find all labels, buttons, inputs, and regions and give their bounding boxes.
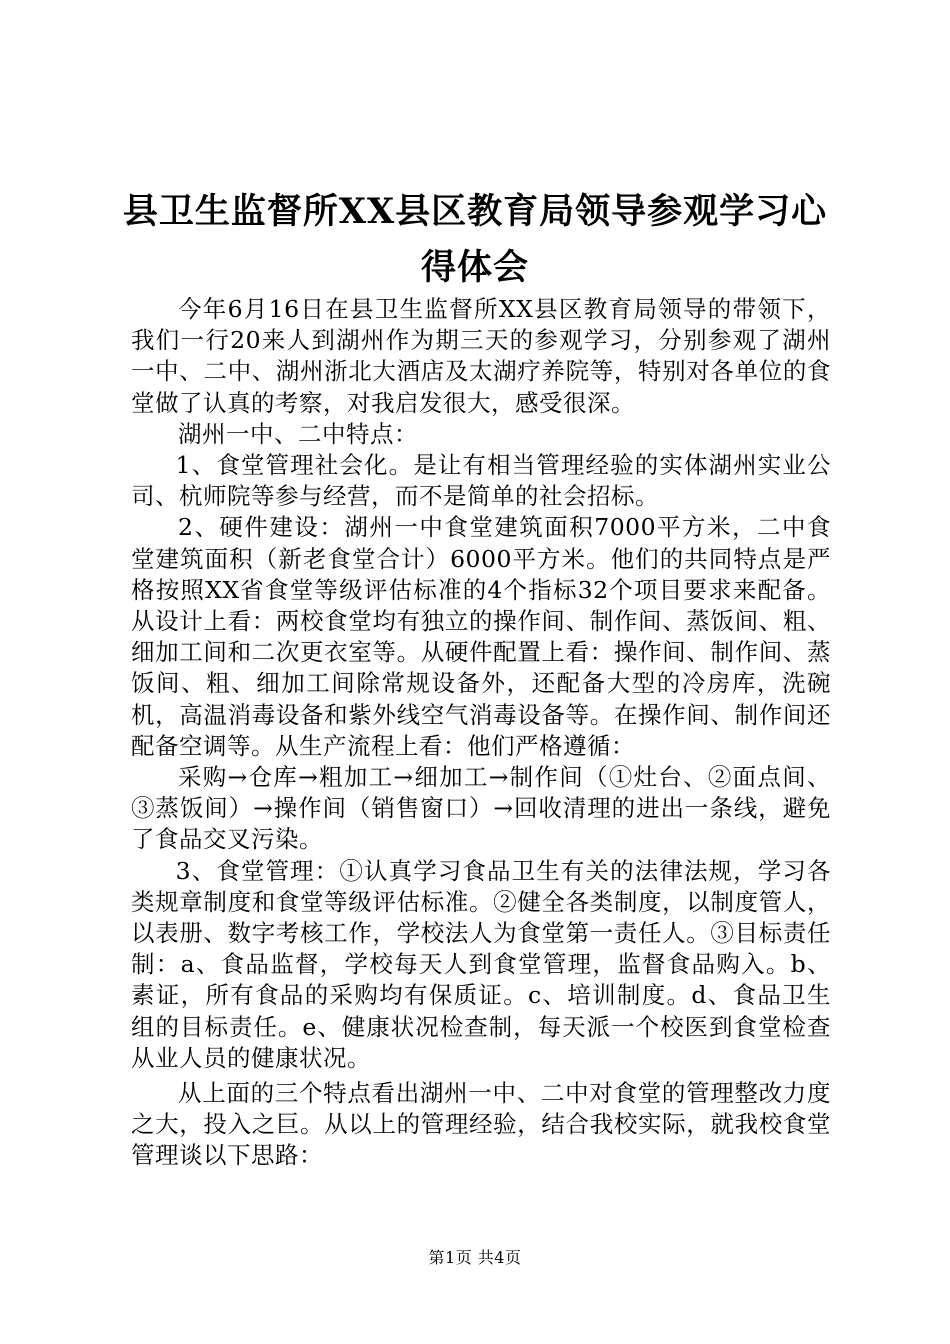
paragraph-conclusion: 从上面的三个特点看出湖州一中、二中对食堂的管理整改力度之大，投入之巨。从以上的管理经验，结合我校实际，就我校食堂管理谈以下思路： [131,1079,831,1170]
document-body [131,294,831,1172]
paragraph-point-1: 1、食堂管理社会化。是让有相当管理经验的实体湖州实业公司、杭师院等参与经营，而不是简单的社会招标。 [131,451,831,511]
paragraph-features-heading: 湖州一中、二中特点： [178,419,418,448]
page-number-footer: 第1页 共4页 [428,1248,522,1267]
document-title: 县卫生监督所XX县区教育局领导参观学习心得体会 [122,191,828,288]
paragraph-point-2: 2、硬件建设：湖州一中食堂建筑面积7000平方米，二中食堂建筑面积（新老食堂合计）6000平方米。他们的共同特点是严格按照XX省食堂等级评估标准的4个指标32个项目要求来配备。从设计上看：两校食堂均有独立的操作间、制作间、蒸饭间、粗、细加工间和二次更衣室等。从硬件配置上看：操作间、制作间、蒸饭间、粗、细加工间除常规设备外，还配备大型的冷房库，洗碗机，高温消毒设备和紫外线空气消毒设备等。在操作间、制作间还配备空调等。从生产流程上看：他们严格遵循： [131,513,831,760]
paragraph-intro: 今年6月16日在县卫生监督所XX县区教育局领导的带领下，我们一行20来人到湖州作为期三天的参观学习，分别参观了湖州一中、二中、湖州浙北大酒店及太湖疗养院等，特别对各单位的食堂做了认真的考察，对我启发很大，感受很深。 [131,295,831,417]
paragraph-point-3: 3、食堂管理：①认真学习食品卫生有关的法律法规，学习各类规章制度和食堂等级评估标准。②健全各类制度，以制度管人，以表册、数字考核工作，学校法人为食堂第一责任人。③目标责任制：a、食品监督，学校每天人到食堂管理，监督食品购入。b、素证，所有食品的采购均有保质证。c、培训制度。d、食品卫生组的目标责任。e、健康状况检查制，每天派一个校医到食堂检查从业人员的健康状况。 [131,856,831,1072]
paragraph-process-flow: 采购→仓库→粗加工→细加工→制作间（①灶台、②面点间、③蒸饭间）→操作间（销售窗口）→回收清理的进出一条线，避免了食品交叉污染。 [131,763,831,854]
